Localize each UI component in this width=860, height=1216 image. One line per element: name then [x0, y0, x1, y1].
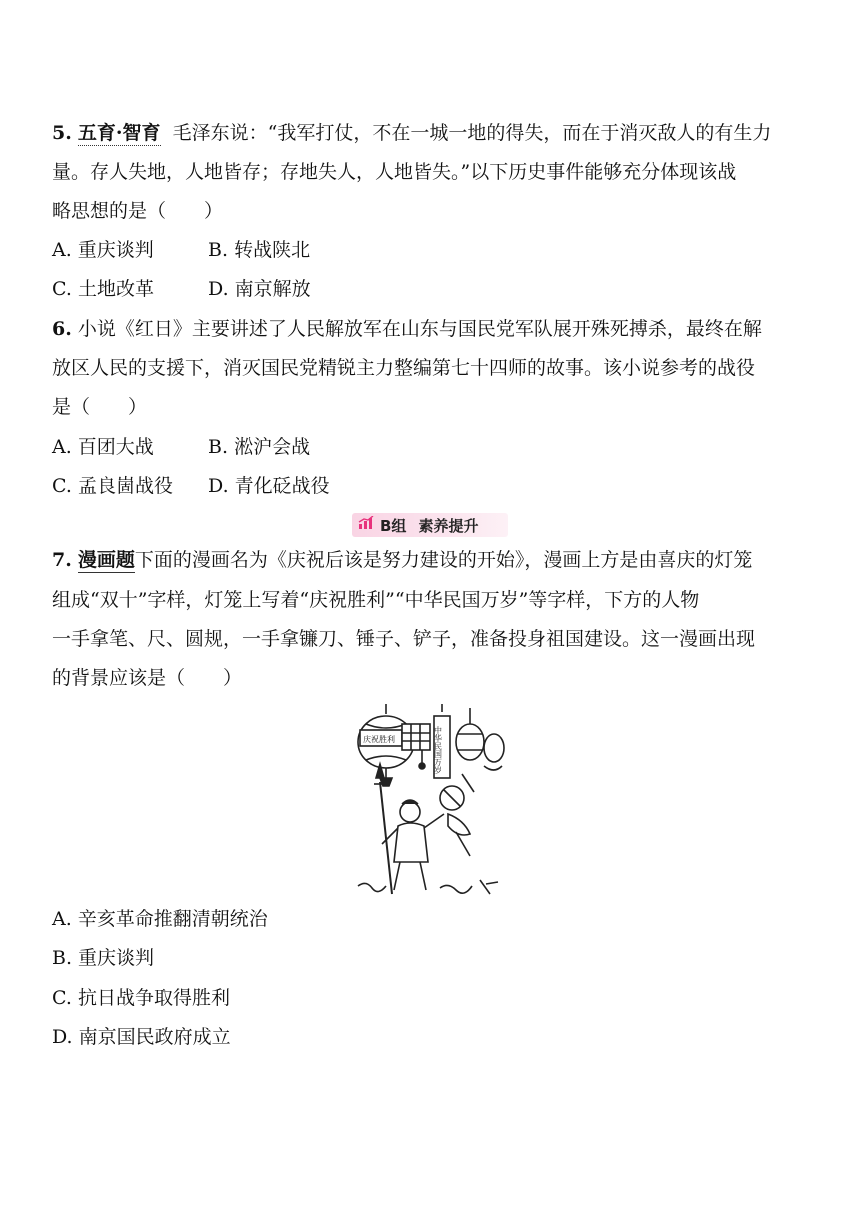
- q6-options-row-1: [52, 434, 820, 460]
- q7-stem-1: 下面的漫画名为《庆祝后该是努力建设的开始》，漫画上方是由喜庆的灯笼: [134, 549, 753, 571]
- q5-option-b[interactable]: B. 转战陕北: [208, 239, 311, 261]
- q7-number: 7.: [52, 549, 72, 571]
- q6-stem-2: 放区人民的支援下，消灭国民党精锐主力整编第七十四师的故事。该小说参考的战役: [52, 357, 756, 379]
- q7-option-row-d: [52, 1024, 820, 1050]
- q7-option-row-a: [52, 906, 820, 932]
- q6-option-a[interactable]: A. 百团大战: [52, 436, 154, 458]
- q5-line-1: [52, 120, 820, 146]
- q7-line-1: [52, 547, 820, 573]
- q5-stem-2: 量。存人失地，人地皆存；存地失人，人地皆失。”以下历史事件能够充分体现该战: [52, 161, 737, 183]
- q7-line-3: [52, 626, 820, 652]
- q5-number: 5.: [52, 122, 72, 144]
- bar-chart-icon: [358, 516, 374, 534]
- q7-stem-2: 组成“双十”字样，灯笼上写着“庆祝胜利”“中华民国万岁”等字样，下方的人物: [52, 589, 700, 611]
- lantern-label-right: 中华民国万岁: [433, 726, 443, 774]
- q6-line-1: [52, 316, 820, 342]
- q7-option-d[interactable]: D. 南京国民政府成立: [52, 1026, 231, 1048]
- q5-line-2: [52, 159, 820, 185]
- q6-stem-3: 是（ ）: [52, 396, 148, 418]
- q7-option-c[interactable]: C. 抗日战争取得胜利: [52, 987, 230, 1009]
- section-group-label: B组: [380, 516, 407, 535]
- q7-line-2: [52, 587, 820, 613]
- q6-line-3: [52, 394, 820, 420]
- q6-option-d[interactable]: D. 青化砭战役: [208, 475, 330, 497]
- q5-stem-1: 毛泽东说：“我军打仗，不在一城一地的得失，而在于消灭敌人的有生力: [172, 122, 772, 144]
- q5-options-row-2: [52, 276, 820, 302]
- q7-option-row-b: [52, 945, 820, 971]
- section-title: 素养提升: [418, 516, 479, 535]
- q6-line-2: [52, 355, 820, 381]
- cartoon-illustration: [352, 704, 508, 900]
- q5-options-row-1: [52, 237, 820, 263]
- q5-tag: 五育·智育: [77, 122, 161, 144]
- q5-line-3: [52, 198, 820, 224]
- q7-option-row-c: [52, 985, 820, 1011]
- q5-option-a[interactable]: A. 重庆谈判: [52, 239, 154, 261]
- q6-option-b[interactable]: B. 淞沪会战: [208, 436, 311, 458]
- section-banner-b: [352, 513, 508, 537]
- q5-option-d[interactable]: D. 南京解放: [208, 278, 311, 300]
- q6-options-row-2: [52, 473, 820, 499]
- q6-stem-1: 小说《红日》主要讲述了人民解放军在山东与国民党军队展开殊死搏杀，最终在解: [77, 318, 762, 340]
- lantern-label-left: 庆祝胜利: [363, 735, 395, 744]
- q7-tag: 漫画题: [77, 549, 135, 571]
- q6-number: 6.: [52, 318, 72, 340]
- q7-option-b[interactable]: B. 重庆谈判: [52, 947, 155, 969]
- q5-stem-3: 略思想的是（ ）: [52, 200, 224, 222]
- q7-option-a[interactable]: A. 辛亥革命推翻清朝统治: [52, 908, 268, 930]
- q6-option-c[interactable]: C. 孟良崮战役: [52, 475, 173, 497]
- q5-option-c[interactable]: C. 土地改革: [52, 278, 154, 300]
- q7-line-4: [52, 665, 820, 691]
- q7-stem-4: 的背景应该是（ ）: [52, 667, 243, 689]
- q7-stem-3: 一手拿笔、尺、圆规，一手拿镰刀、锤子、铲子，准备投身祖国建设。这一漫画出现: [52, 628, 756, 650]
